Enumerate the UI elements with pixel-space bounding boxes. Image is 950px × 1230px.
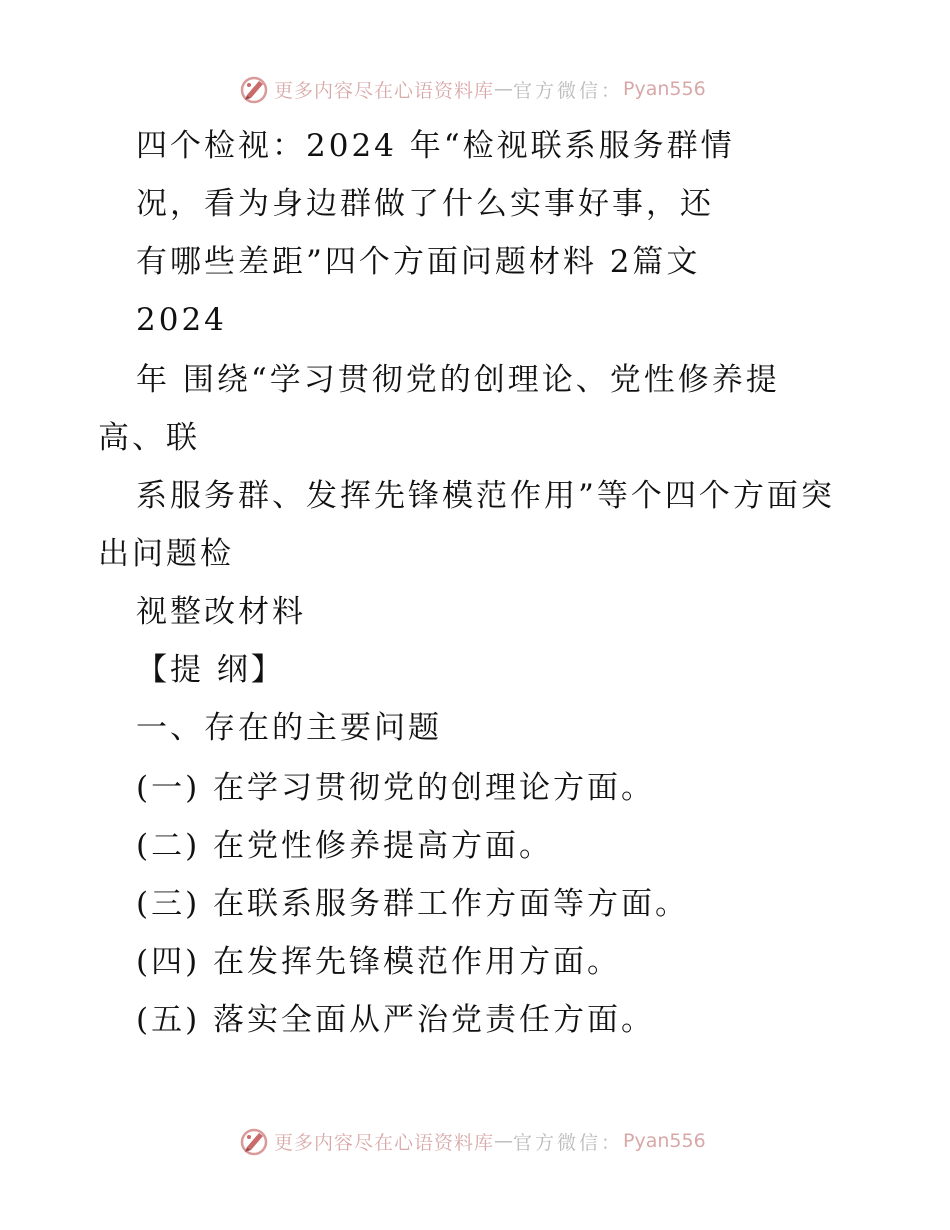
writing-hand-logo-icon — [238, 73, 270, 105]
subtitle-line-3: 系服务群、发挥先锋模范作用”等个四个方面突 — [136, 478, 835, 514]
subtitle-line-4: 出问题检 — [98, 536, 234, 572]
subtitle-line-5: 视整改材料 — [136, 594, 306, 630]
watermark-wechat-id: Pyan556 — [623, 78, 706, 100]
outline-item-2: (二) 在党性修养提高方面。 — [136, 828, 554, 864]
outline-item-4: (四) 在发挥先锋模范作用方面。 — [136, 944, 622, 980]
watermark-official-label: 官方微信： — [513, 79, 624, 102]
outline-item-1: (一) 在学习贯彻党的创理论方面。 — [136, 770, 656, 806]
section-heading: 一、存在的主要问题 — [136, 710, 442, 746]
outline-item-5: (五) 落实全面从严治党责任方面。 — [136, 1002, 656, 1038]
header-watermark — [238, 72, 758, 106]
subtitle-line-2: 高、联 — [98, 420, 200, 456]
title-line-2: 况，看为身边群做了什么实事好事，还 — [136, 186, 714, 222]
watermark-separator: — — [494, 1130, 514, 1152]
outline-item-3: (三) 在联系服务群工作方面等方面。 — [136, 886, 690, 922]
title-line-3: 有哪些差距”四个方面问题材料 2篇文 — [136, 244, 701, 280]
watermark-wechat-id: Pyan556 — [623, 1130, 706, 1152]
footer-watermark — [238, 1124, 758, 1158]
year-line: 2024 — [136, 302, 227, 338]
watermark-brand-text: 更多内容尽在心语资料库 — [274, 1131, 495, 1154]
outline-heading: 【提 纲】 — [136, 652, 285, 688]
subtitle-line-1: 年 围绕“学习贯彻党的创理论、党性修养提 — [136, 362, 780, 398]
title-line-1: 四个检视：2024 年“检视联系服务群情 — [136, 128, 735, 164]
watermark-separator: — — [494, 78, 514, 100]
watermark-brand-text: 更多内容尽在心语资料库 — [274, 79, 495, 102]
watermark-official-label: 官方微信： — [513, 1131, 624, 1154]
writing-hand-logo-icon — [238, 1125, 270, 1157]
